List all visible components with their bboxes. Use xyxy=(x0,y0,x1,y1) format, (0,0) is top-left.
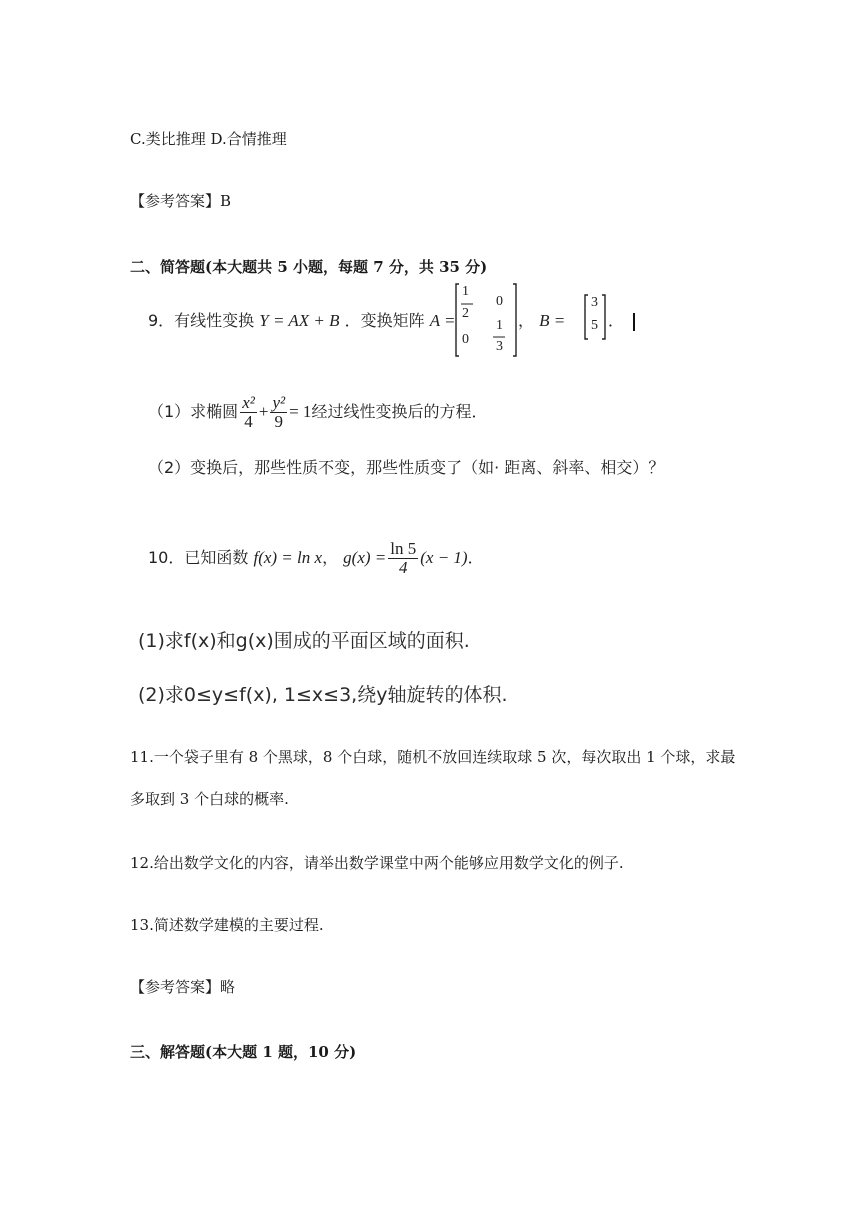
question-13: 13.简述数学建模的主要过程. xyxy=(130,916,324,934)
q9-prefix: 9．有线性变换 xyxy=(148,311,255,330)
q9-comma: ， xyxy=(518,311,535,330)
q9-part1-frac1 xyxy=(240,394,257,431)
q9-part1-plus: + xyxy=(258,402,269,421)
matrix-a-22-num: 1 xyxy=(496,318,503,333)
matrix-b xyxy=(584,294,606,340)
question-10-part-2: (2)求0≤y≤f(x), 1≤x≤3,绕y轴旋转的体积. xyxy=(138,684,508,706)
q9-part1-frac2 xyxy=(270,394,287,431)
q9-b-label: B = xyxy=(539,311,566,330)
question-9-part-1 xyxy=(148,394,487,431)
matrix-a-11-num: 1 xyxy=(462,284,469,299)
q10-g-right: (x − 1) xyxy=(420,548,468,567)
text-cursor xyxy=(633,313,635,331)
matrix-b-1: 3 xyxy=(591,295,598,310)
question-9-part-2: （2）变换后，那些性质不变，那些性质变了（如· 距离、斜率、相交）？ xyxy=(148,458,665,477)
q9-part1-frac2-den: 9 xyxy=(274,412,284,431)
q10-end: ． xyxy=(467,548,484,567)
section-3-heading: 三、解答题(本大题 1 题，10 分) xyxy=(130,1043,357,1061)
q9-part1-suffix: 经过线性变换后的方程． xyxy=(311,402,488,421)
matrix-a xyxy=(455,282,517,358)
question-10 xyxy=(148,540,484,577)
options-line: C.类比推理 D.合情推理 xyxy=(130,130,287,148)
q10-comma: ， xyxy=(322,548,339,567)
question-12: 12.给出数学文化的内容，请举出数学课堂中两个能够应用数学文化的例子. xyxy=(130,854,624,872)
q9-part1-frac2-num: y² xyxy=(272,393,286,412)
q10-g-frac xyxy=(388,540,418,577)
matrix-a-11-den: 2 xyxy=(462,306,469,321)
question-10-part-1: (1)求f(x)和g(x)围成的平面区域的面积. xyxy=(138,630,470,652)
reference-answer-1: 【参考答案】B xyxy=(130,192,232,210)
q10-prefix: 10．已知函数 xyxy=(148,548,249,567)
q9-mid: ．变换矩阵 xyxy=(344,311,425,330)
q10-g-den: 4 xyxy=(399,558,408,577)
matrix-a-12: 0 xyxy=(496,294,503,309)
matrix-b-2: 5 xyxy=(591,318,598,333)
section-2-heading: 二、简答题(本大题共 5 小题，每题 7 分，共 35 分) xyxy=(130,258,488,276)
q10-g-left: g(x) = xyxy=(343,548,387,567)
matrix-a-21: 0 xyxy=(462,332,469,347)
question-11-line-1: 11.一个袋子里有 8 个黑球，8 个白球，随机不放回连续取球 5 次，每次取出 1 个球，求最 xyxy=(130,748,736,766)
matrix-a-22-den: 3 xyxy=(496,339,503,354)
q9-end: ． xyxy=(608,311,625,330)
q9-part1-prefix: （1）求椭圆 xyxy=(148,402,239,421)
q9-part1-eq: = 1 xyxy=(289,402,312,421)
q9-equation: Y = AX + B xyxy=(259,311,340,330)
q10-f: f(x) = ln x xyxy=(253,548,323,567)
question-11-line-2: 多取到 3 个白球的概率. xyxy=(130,790,289,808)
q10-g-num: ln 5 xyxy=(390,539,417,558)
q9-part1-frac1-num: x² xyxy=(242,393,255,412)
reference-answer-2: 【参考答案】略 xyxy=(130,978,236,996)
q9-a-label: A = xyxy=(429,311,456,330)
q9-part1-frac1-den: 4 xyxy=(244,412,253,431)
